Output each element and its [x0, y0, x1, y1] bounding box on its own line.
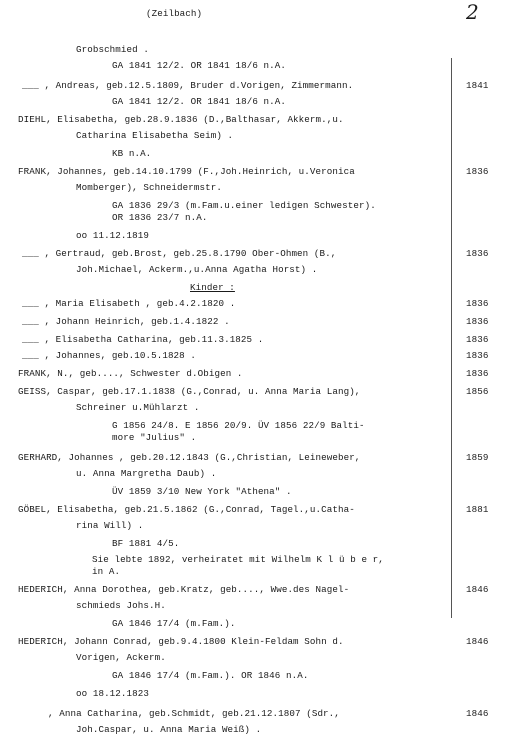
record-line: Sie lebte 1892, verheiratet mit Wilhelm K l ü b e r,: [92, 554, 384, 565]
record-line: ___ , Johann Heinrich, geb.1.4.1822 .: [22, 316, 230, 327]
record-line: GA 1841 12/2. OR 1841 18/6 n.A.: [112, 96, 287, 107]
record-year: 1881: [466, 504, 489, 515]
record-line: Kinder :: [190, 282, 235, 293]
record-year: 1836: [466, 368, 489, 379]
record-line: Joh.Caspar, u. Anna Maria Weiß) .: [76, 724, 262, 735]
record-line: ___ , Maria Elisabeth , geb.4.2.1820 .: [22, 298, 236, 309]
record-year: 1836: [466, 248, 489, 259]
record-line: , Anna Catharina, geb.Schmidt, geb.21.12.1807 (Sdr.,: [48, 708, 340, 719]
record-line: HEDERICH, Anna Dorothea, geb.Kratz, geb...., Wwe.des Nagel-: [18, 584, 350, 595]
record-line: DIEHL, Elisabetha, geb.28.9.1836 (D.,Balthasar, Akkerm.,u.: [18, 114, 344, 125]
record-line: Schreiner u.Mühlarzt .: [76, 402, 200, 413]
record-line: GÖBEL, Elisabetha, geb.21.5.1862 (G.,Conrad, Tagel.,u.Catha-: [18, 504, 355, 515]
record-line: ___ , Elisabetha Catharina, geb.11.3.1825 .: [22, 334, 264, 345]
record-line: oo 18.12.1823: [76, 688, 149, 699]
record-year: 1836: [466, 298, 489, 309]
record-line: ___ , Gertraud, geb.Brost, geb.25.8.1790 Ober-Ohmen (B.,: [22, 248, 337, 259]
record-year: 1846: [466, 708, 489, 719]
record-line: in A.: [92, 566, 121, 577]
record-line: Joh.Michael, Ackerm.,u.Anna Agatha Horst) .: [76, 264, 318, 275]
record-line: GA 1846 17/4 (m.Fam.). OR 1846 n.A.: [112, 670, 309, 681]
page-header-title: (Zeilbach): [146, 8, 203, 19]
record-line: GERHARD, Johannes , geb.20.12.1843 (G.,Christian, Leineweber,: [18, 452, 361, 463]
record-line: u. Anna Margretha Daub) .: [76, 468, 217, 479]
record-year: 1846: [466, 584, 489, 595]
record-year: 1836: [466, 334, 489, 345]
record-line: Vorigen, Ackerm.: [76, 652, 166, 663]
record-line: Grobschmied .: [76, 44, 149, 55]
record-line: OR 1836 23/7 n.A.: [112, 212, 208, 223]
record-line: BF 1881 4/5.: [112, 538, 180, 549]
record-line: GA 1841 12/2. OR 1841 18/6 n.A.: [112, 60, 287, 71]
record-line: ___ , Andreas, geb.12.5.1809, Bruder d.Vorigen, Zimmermann.: [22, 80, 354, 91]
record-line: KB n.A.: [112, 148, 152, 159]
record-line: GEISS, Caspar, geb.17.1.1838 (G.,Conrad, u. Anna Maria Lang),: [18, 386, 361, 397]
record-year: 1841: [466, 80, 489, 91]
record-line: GA 1836 29/3 (m.Fam.u.einer ledigen Schwester).: [112, 200, 376, 211]
record-line: Catharina Elisabetha Seim) .: [76, 130, 234, 141]
record-line: Momberger), Schneidermstr.: [76, 182, 222, 193]
record-line: FRANK, Johannes, geb.14.10.1799 (F.,Joh.Heinrich, u.Veronica: [18, 166, 355, 177]
record-year: 1859: [466, 452, 489, 463]
margin-rule: [451, 58, 452, 618]
record-line: G 1856 24/8. E 1856 20/9. ÜV 1856 22/9 Balti-: [112, 420, 365, 431]
record-line: GA 1846 17/4 (m.Fam.).: [112, 618, 236, 629]
record-line: HEDERICH, Johann Conrad, geb.9.4.1800 Klein-Feldam Sohn d.: [18, 636, 344, 647]
record-line: rina Will) .: [76, 520, 144, 531]
page-number: 2: [466, 0, 479, 24]
record-year: 1856: [466, 386, 489, 397]
record-line: ___ , Johannes, geb.10.5.1828 .: [22, 350, 197, 361]
record-year: 1846: [466, 636, 489, 647]
record-year: 1836: [466, 350, 489, 361]
record-line: FRANK, N., geb...., Schwester d.Obigen .: [18, 368, 243, 379]
record-line: oo 11.12.1819: [76, 230, 149, 241]
record-year: 1836: [466, 166, 489, 177]
record-year: 1836: [466, 316, 489, 327]
record-line: schmieds Johs.H.: [76, 600, 166, 611]
record-line: more "Julius" .: [112, 432, 197, 443]
record-line: ÜV 1859 3/10 New York "Athena" .: [112, 486, 292, 497]
